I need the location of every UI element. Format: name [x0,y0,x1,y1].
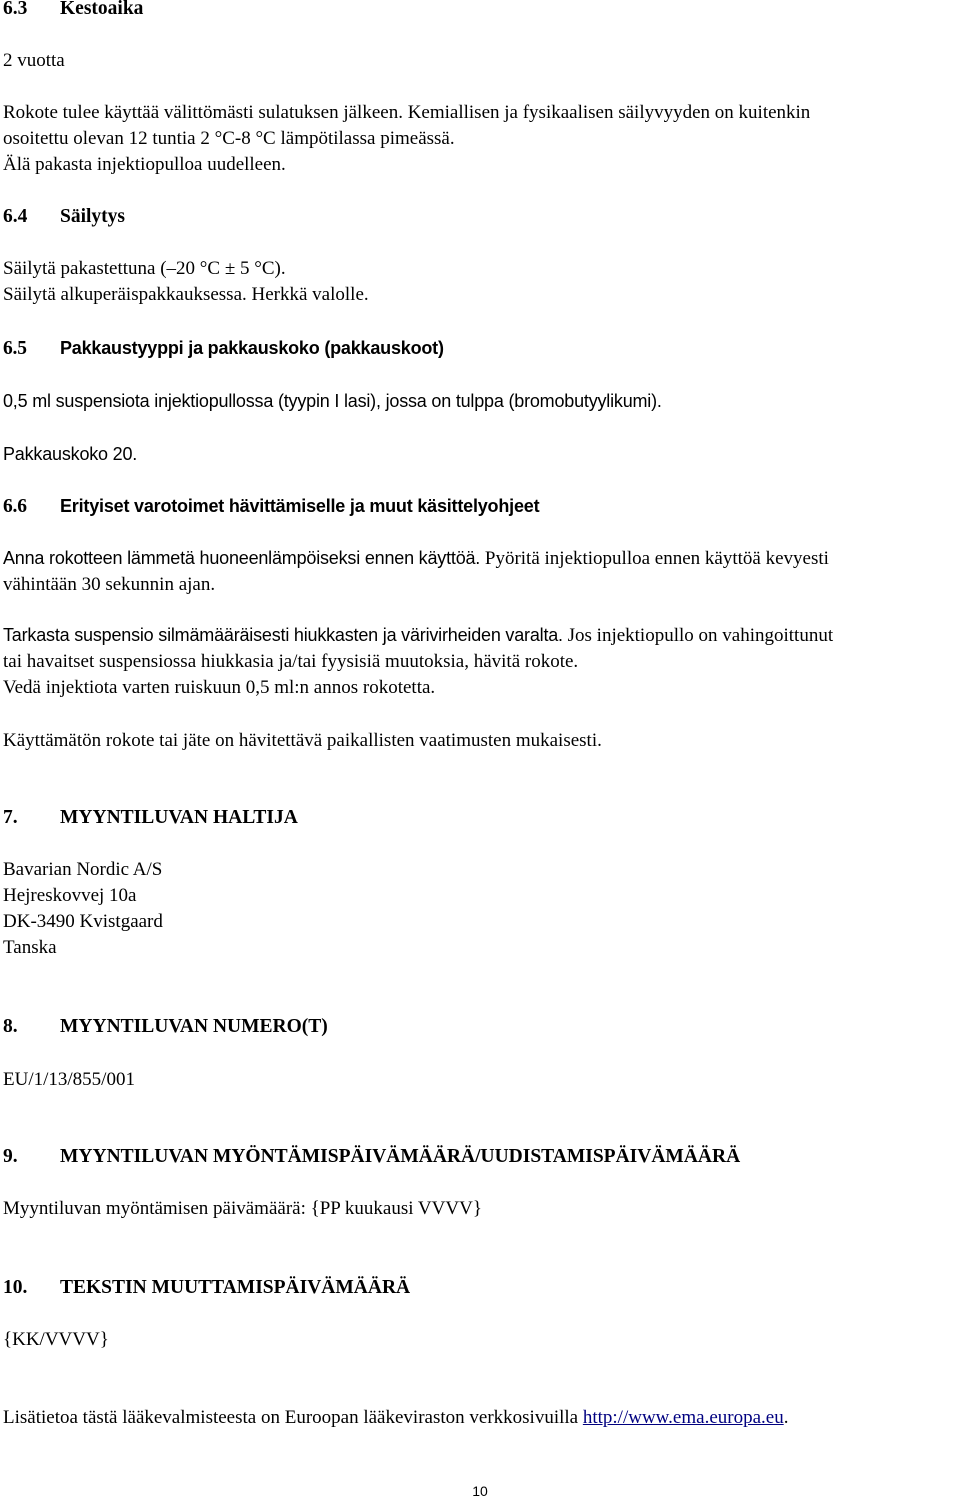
package-size: Pakkauskoko 20. [3,444,138,464]
storage-instructions: Säilytä pakastettuna (–20 °C ± 5 °C). Säilytä alkuperäispakkauksessa. Herkkä valolle. [3,258,369,305]
disposal-paragraph: Käyttämätön rokote tai jäte on hävitettävä paikallisten vaatimusten mukaisesti. [3,730,602,751]
handling-paragraph-1: Anna rokotteen lämmetä huoneenlämpöiseksi ennen käyttöä. Pyöritä injektiopulloa ennen käyttöä kevyesti vähintään 30 sekunnin ajan. [3,548,829,595]
holder-address: Bavarian Nordic A/S Hejreskovvej 10a DK-3490 Kvistgaard Tanska [3,859,163,958]
section-6-5-heading: 6.5 Pakkaustyyppi ja pakkauskoko (pakkauskoot) [3,338,444,359]
ema-website-link[interactable]: http://www.ema.europa.eu [582,1407,784,1428]
section-6-4-heading: 6.4 Säilytys [3,206,126,227]
section-10-heading: 10. TEKSTIN MUUTTAMISPÄIVÄMÄÄRÄ [3,1277,411,1298]
shelf-life-details: Rokote tulee käyttää välittömästi sulatuksen jälkeen. Kemiallisen ja fysikaalisen säilyvyyden on kuitenkin osoitettu olevan 12 tuntia 2 °C-8 °C lämpötilassa pimeässä. Älä pakasta injektiopulloa uudelleen. [3,102,811,175]
section-7-heading: 7. MYYNTILUVAN HALTIJA [3,807,298,828]
authorisation-date: Myyntiluvan myöntämisen päivämäärä: {PP kuukausi VVVV} [3,1198,482,1219]
section-6-3-heading: 6.3 Kestoaika [3,0,144,19]
section-9-heading: 9. MYYNTILUVAN MYÖNTÄMISPÄIVÄMÄÄRÄ/UUDISTAMISPÄIVÄMÄÄRÄ [3,1146,741,1167]
revision-date: {KK/VVVV} [3,1329,109,1350]
handling-paragraph-2: Tarkasta suspensio silmämääräisesti hiukkasten ja värivirheiden varalta. Jos injektiopullo on vahingoittunut tai havaitset suspensiossa hiukkasia ja/tai fyysisiä muutoksia, hävitä rokote. Vedä injektiota varten ruiskuun 0,5 ml:n annos rokotetta. [3,625,834,698]
authorisation-number: EU/1/13/855/001 [3,1069,135,1090]
package-description: 0,5 ml suspensiota injektiopullossa (tyypin I lasi), jossa on tulppa (bromobutyylikumi). [3,391,662,411]
more-info-line: Lisätietoa tästä lääkevalmisteesta on Euroopan lääkeviraston verkkosivuilla http://www.ema.europa.eu. [3,1407,789,1428]
page-number: 10 [472,1483,488,1499]
shelf-life-value: 2 vuotta [3,50,65,71]
section-6-6-heading: 6.6 Erityiset varotoimet hävittämiselle ja muut käsittelyohjeet [3,496,540,517]
section-8-heading: 8. MYYNTILUVAN NUMERO(T) [3,1016,328,1037]
